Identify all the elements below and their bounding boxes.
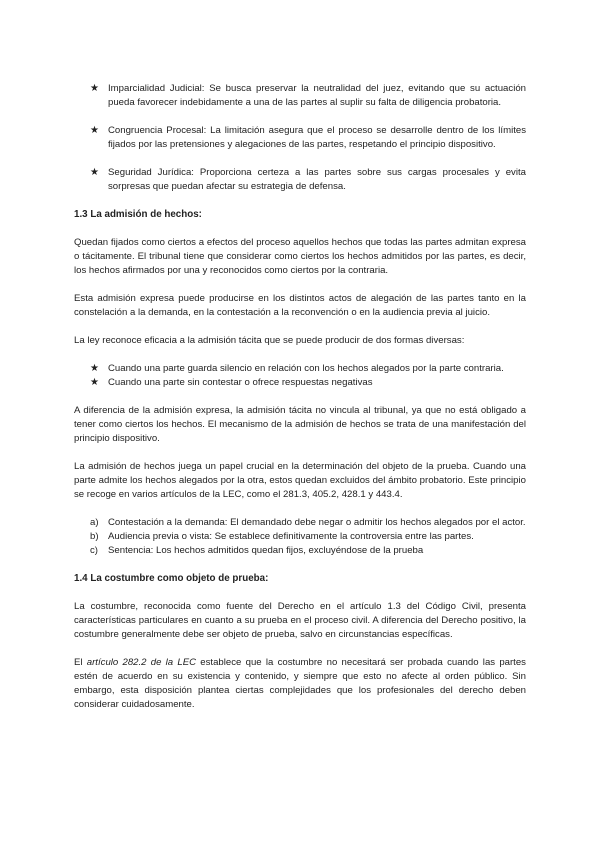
bullet-tacit-silence <box>74 362 526 376</box>
paragraph: La admisión de hechos juega un papel crucial en la determinación del objeto de la prueba. Cuando una parte admite los hechos alegados por la otra, estos quedan excluidos del ámbito probatorio. Este principio se recoge en varios artículos de la LEC, como el 281.3, 405.2, 428.1 y 443.4. <box>74 461 526 500</box>
section-heading-1-3: 1.3 La admisión de hechos: <box>74 209 202 220</box>
bullet-text: Seguridad Jurídica: Proporciona certeza a las partes sobre sus cargas procesales y evita sorpresas que puedan afectar su estrategia de defensa. <box>108 167 526 192</box>
paragraph: A diferencia de la admisión expresa, la admisión tácita no vincula al tribunal, ya que no está obligado a tener como ciertos los hechos. El mecanismo de la admisión de hechos se trata de una manifestación del principio dispositivo. <box>74 405 526 444</box>
document-page <box>74 82 526 726</box>
bullet-text: Congruencia Procesal: La limitación asegura que el proceso se desarrolle dentro de los límites fijados por las pretensiones y alegaciones de las partes, respetando el principio dispositivo. <box>108 125 526 150</box>
paragraph: La ley reconoce eficacia a la admisión tácita que se puede producir de dos formas diversas: <box>74 335 465 346</box>
bullet-tacit-negative <box>74 376 526 390</box>
paragraph: La costumbre, reconocida como fuente del Derecho en el artículo 1.3 del Código Civil, presenta características particulares en cuanto a su prueba en el proceso civil. A diferencia del Derecho positivo, la costumbre generalmente debe ser objeto de prueba, salvo en circunstancias específicas. <box>74 601 526 640</box>
lettered-item <box>74 544 526 558</box>
star-bullet-icon: ★ <box>90 377 99 388</box>
star-bullet-icon: ★ <box>90 167 99 178</box>
bullet-impartiality <box>74 82 526 110</box>
bullet-text: Cuando una parte guarda silencio en relación con los hechos alegados por la parte contraria. <box>108 363 504 374</box>
bullet-text: Imparcialidad Judicial: Se busca preservar la neutralidad del juez, evitando que su actuación pueda favorecer indebidamente a una de las partes al suplir su falta de diligencia probatoria. <box>108 83 526 108</box>
italic-citation: artículo 282.2 de la LEC <box>86 657 197 668</box>
text-run: El <box>74 657 87 668</box>
list-marker: b) <box>90 531 99 542</box>
star-bullet-icon: ★ <box>90 363 99 374</box>
bullet-congruence <box>74 124 526 152</box>
paragraph <box>74 656 526 712</box>
bullet-legal-certainty <box>74 166 526 194</box>
star-bullet-icon: ★ <box>90 125 99 136</box>
paragraph: Esta admisión expresa puede producirse en los distintos actos de alegación de las partes tanto en la constelación a la demanda, en la contestación a la reconvención o en la audiencia previa al juicio. <box>74 293 526 318</box>
paragraph: Quedan fijados como ciertos a efectos del proceso aquellos hechos que todas las partes admitan expresa o tácitamente. El tribunal tiene que considerar como ciertos los hechos admitidos por las partes, es decir, los hechos afirmados por una y reconocidos como ciertos por la contraria. <box>74 237 526 276</box>
list-marker: a) <box>90 517 99 528</box>
section-heading-1-4: 1.4 La costumbre como objeto de prueba: <box>74 573 269 584</box>
text-run: establece que la costumbre no necesitará ser probada cuando las partes estén de acuerdo en su existencia y contenido, y siempre que esto no afecte al orden público. Sin embargo, esta disposición plantea ciertas complejidades que los profesionales del derecho deben considerar cuidadosamente. <box>74 657 526 710</box>
list-marker: c) <box>90 545 98 556</box>
bullet-text: Cuando una parte sin contestar o ofrece respuestas negativas <box>108 377 373 388</box>
star-bullet-icon: ★ <box>90 83 99 94</box>
list-text: Sentencia: Los hechos admitidos quedan fijos, excluyéndose de la prueba <box>108 545 424 556</box>
lettered-item <box>74 530 526 544</box>
list-text: Audiencia previa o vista: Se establece definitivamente la controversia entre las partes. <box>108 531 474 542</box>
list-text: Contestación a la demanda: El demandado debe negar o admitir los hechos alegados por el actor. <box>108 517 526 528</box>
lettered-item <box>74 516 526 530</box>
